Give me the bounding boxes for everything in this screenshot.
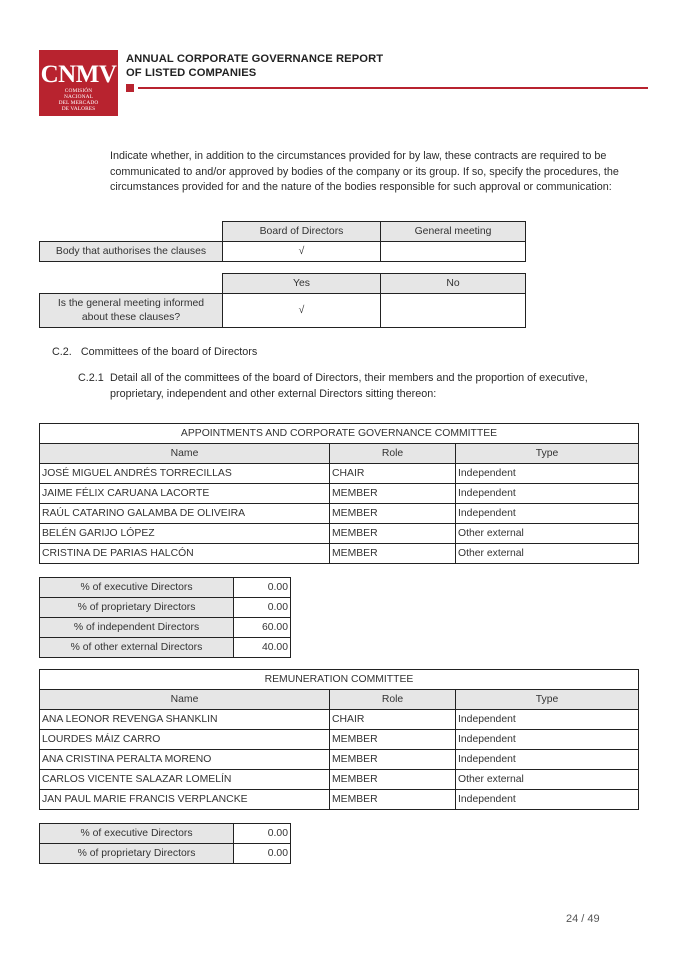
section-c21-line2: proprietary, independent and other external Directors sitting thereon: xyxy=(110,387,437,400)
row-label-line2: about these clauses? xyxy=(81,311,181,323)
pct-value: 0.00 xyxy=(234,578,291,598)
section-c21-line1: Detail all of the committees of the board of Directors, their members and the proportion of executive, xyxy=(110,372,588,384)
page-number: 24 / 49 xyxy=(566,913,600,925)
section-c21-number: C.2.1 xyxy=(78,372,104,384)
table-row xyxy=(40,598,291,618)
header-accent-square xyxy=(126,84,134,92)
pct-label: % of proprietary Directors xyxy=(40,598,234,618)
member-type: Independent xyxy=(456,484,639,504)
report-title xyxy=(126,52,383,80)
member-role: MEMBER xyxy=(330,524,456,544)
pct-label: % of other external Directors xyxy=(40,638,234,658)
member-name: RAÚL CATARINO GALAMBA DE OLIVEIRA xyxy=(40,504,330,524)
section-c2-heading xyxy=(52,345,257,361)
cnmv-logo xyxy=(39,50,118,116)
pct-label: % of executive Directors xyxy=(40,578,234,598)
member-role: MEMBER xyxy=(330,730,456,750)
empty-cell xyxy=(40,274,223,294)
member-name: BELÉN GARIJO LÓPEZ xyxy=(40,524,330,544)
pct-value: 0.00 xyxy=(234,598,291,618)
logo-sub-line: DEL MERCADO xyxy=(58,100,99,106)
member-type: Independent xyxy=(456,750,639,770)
member-type: Independent xyxy=(456,730,639,750)
col-yes: Yes xyxy=(223,274,381,294)
member-name: LOURDES MÁIZ CARRO xyxy=(40,730,330,750)
informed-table xyxy=(39,273,526,328)
member-name: CARLOS VICENTE SALAZAR LOMELÍN xyxy=(40,770,330,790)
logo-subtitle xyxy=(39,88,118,112)
member-role: MEMBER xyxy=(330,770,456,790)
empty-value xyxy=(381,242,526,262)
table-row xyxy=(40,544,639,564)
row-label-line1: Is the general meeting informed xyxy=(57,297,205,309)
member-name: ANA CRISTINA PERALTA MORENO xyxy=(40,750,330,770)
row-label-authorises: Body that authorises the clauses xyxy=(40,242,223,262)
remuneration-committee-table xyxy=(39,669,639,810)
pct-value: 0.00 xyxy=(234,844,291,864)
pct-value: 40.00 xyxy=(234,638,291,658)
table-row xyxy=(40,578,291,598)
member-type: Independent xyxy=(456,464,639,484)
pct-value: 60.00 xyxy=(234,618,291,638)
committee-title: REMUNERATION COMMITTEE xyxy=(40,670,639,690)
member-name: JOSÉ MIGUEL ANDRÉS TORRECILLAS xyxy=(40,464,330,484)
table-row xyxy=(40,844,291,864)
member-type: Independent xyxy=(456,790,639,810)
check-mark: √ xyxy=(223,294,381,328)
header-type: Type xyxy=(456,444,639,464)
pct-value: 0.00 xyxy=(234,824,291,844)
member-type: Other external xyxy=(456,770,639,790)
table-row xyxy=(40,618,291,638)
member-role: CHAIR xyxy=(330,464,456,484)
member-role: MEMBER xyxy=(330,504,456,524)
col-board-of-directors: Board of Directors xyxy=(223,222,381,242)
check-mark: √ xyxy=(223,242,381,262)
empty-cell xyxy=(40,222,223,242)
member-role: MEMBER xyxy=(330,790,456,810)
pct-label: % of independent Directors xyxy=(40,618,234,638)
table-row xyxy=(40,790,639,810)
logo-sub-line: NACIONAL xyxy=(64,94,93,100)
committee-title: APPOINTMENTS AND CORPORATE GOVERNANCE COMMITTEE xyxy=(40,424,639,444)
report-title-line2: OF LISTED COMPANIES xyxy=(126,67,257,79)
header-name: Name xyxy=(40,690,330,710)
col-no: No xyxy=(381,274,526,294)
member-name: JAIME FÉLIX CARUANA LACORTE xyxy=(40,484,330,504)
header-name: Name xyxy=(40,444,330,464)
section-c21-text xyxy=(110,371,645,402)
member-role: CHAIR xyxy=(330,710,456,730)
member-type: Other external xyxy=(456,524,639,544)
remuneration-percentages-table xyxy=(39,823,291,864)
member-name: CRISTINA DE PARIAS HALCÓN xyxy=(40,544,330,564)
table-row xyxy=(40,504,639,524)
table-row xyxy=(40,524,639,544)
col-general-meeting: General meeting xyxy=(381,222,526,242)
member-name: JAN PAUL MARIE FRANCIS VERPLANCKE xyxy=(40,790,330,810)
section-title: Committees of the board of Directors xyxy=(80,346,258,358)
appointments-committee-table xyxy=(39,423,639,564)
pct-label: % of executive Directors xyxy=(40,824,234,844)
member-role: MEMBER xyxy=(330,750,456,770)
intro-paragraph: Indicate whether, in addition to the circumstances provided for by law, these contracts are required to be communicated to and/or approved by bodies of the company or its group. If so, specify the procedures, the circumstances provided for and the nature of the bodies responsible for such approval or communication: xyxy=(110,150,619,193)
section-number: C.2. xyxy=(52,346,72,358)
table-row xyxy=(40,750,639,770)
table-row xyxy=(40,710,639,730)
header-role: Role xyxy=(330,444,456,464)
member-type: Independent xyxy=(456,710,639,730)
member-name: ANA LEONOR REVENGA SHANKLIN xyxy=(40,710,330,730)
member-role: MEMBER xyxy=(330,544,456,564)
table-row xyxy=(40,770,639,790)
member-type: Independent xyxy=(456,504,639,524)
member-role: MEMBER xyxy=(330,484,456,504)
row-label-informed xyxy=(40,294,223,328)
logo-sub-line: COMISIÓN xyxy=(64,88,93,94)
member-type: Other external xyxy=(456,544,639,564)
report-title-line1: ANNUAL CORPORATE GOVERNANCE REPORT xyxy=(126,53,384,65)
pct-label: % of proprietary Directors xyxy=(40,844,234,864)
header-type: Type xyxy=(456,690,639,710)
empty-value xyxy=(381,294,526,328)
table-row xyxy=(40,730,639,750)
header-rule xyxy=(138,87,648,89)
authorise-table xyxy=(39,221,526,262)
table-row xyxy=(40,484,639,504)
table-row xyxy=(40,638,291,658)
logo-text: CNMV xyxy=(40,61,117,88)
appointments-percentages-table xyxy=(39,577,291,658)
table-row xyxy=(40,824,291,844)
table-row xyxy=(40,464,639,484)
logo-sub-line: DE VALORES xyxy=(61,106,96,112)
header-role: Role xyxy=(330,690,456,710)
